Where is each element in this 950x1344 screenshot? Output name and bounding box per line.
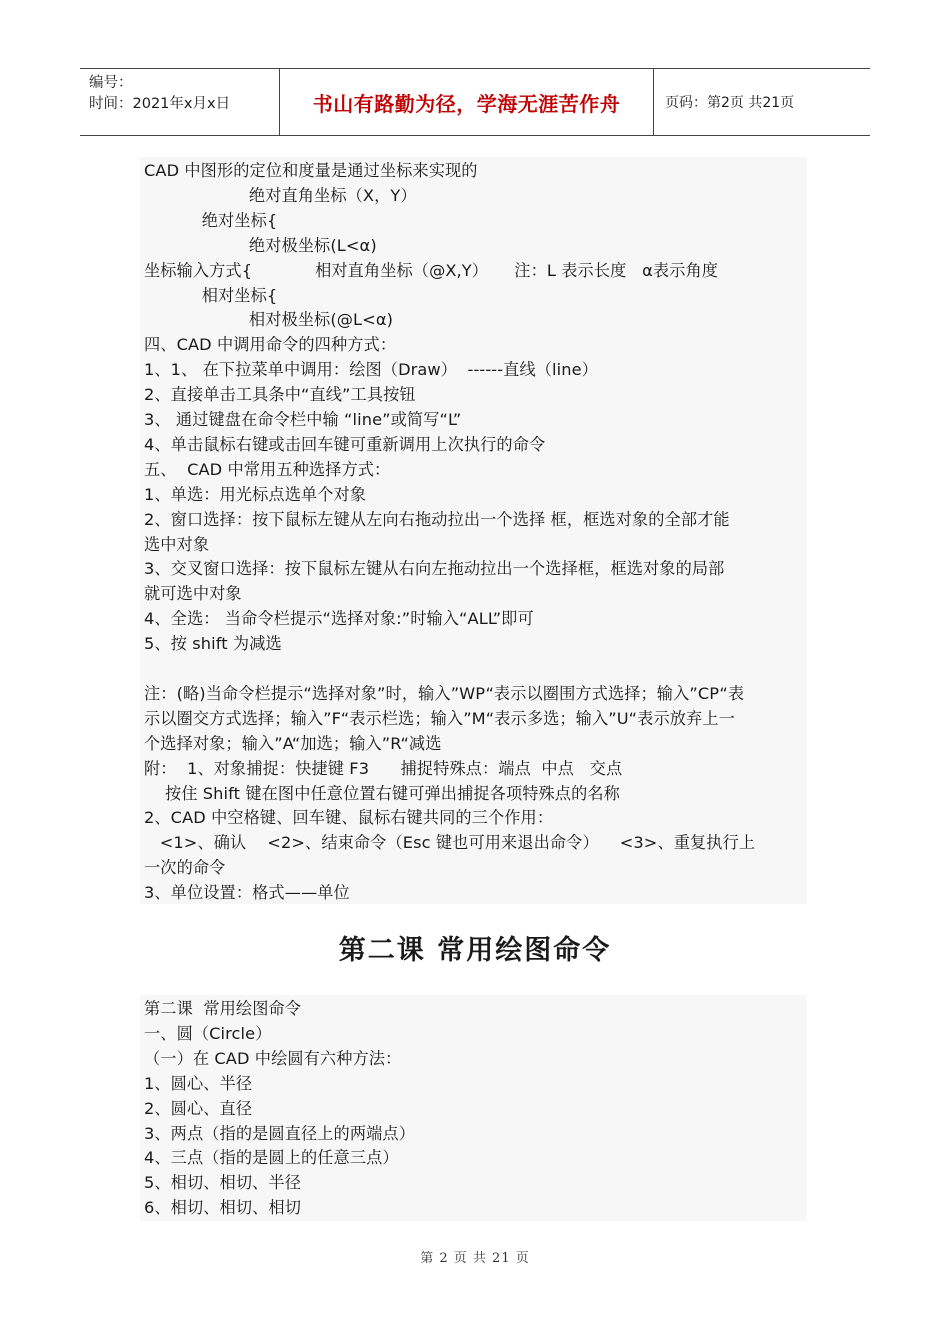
text-line: 一次的命令 [144,858,226,878]
text-line: 1、1、 在下拉菜单中调用：绘图（Draw） ------直线（line） [144,360,598,380]
text-line: 绝对直角坐标（X，Y） [144,185,417,205]
text-line: （一）在 CAD 中绘圆有六种方法： [144,1048,402,1068]
text-line: 五、 CAD 中常用五种选择方式： [144,459,391,479]
text-line: 4、全选： 当命令栏提示“选择对象:”时输入“ALL”即可 [144,609,534,629]
text-line: 示以圈交方式选择；输入”F“表示栏选；输入”M“表示多选；输入”U“表示放弃上一 [144,708,735,728]
lesson-title: 第二课 常用绘图命令 [338,935,612,966]
text-line: 第二课 常用绘图命令 [144,999,302,1018]
text-line: 按住 Shift 键在图中任意位置右键可弹出捕捉各项特殊点的名称 [144,783,620,803]
text-line: 相对极坐标(@L<α) [144,310,394,330]
text-line: 1、圆心、半径 [144,1073,253,1093]
text-line: 选中对象 [144,534,210,554]
text-line: 相对坐标{ [144,285,278,305]
text-line: 一、圆（Circle） [144,1023,272,1043]
text-line: 绝对坐标{ [144,210,278,230]
text-line: 3、交叉窗口选择：按下鼠标左键从右向左拖动拉出一个选择框，框选对象的局部 [144,559,725,579]
header-page-info: 页码：第2页 共21页 [665,95,795,111]
text-line: CAD 中图形的定位和度量是通过坐标来实现的 [144,161,478,180]
header-motto: 书山有路勤为径，学海无涯苦作舟 [280,69,654,135]
text-line: 2、圆心、直径 [144,1098,253,1118]
header-meta-cell [80,69,280,135]
document-number-label: 编号： [89,75,133,91]
text-line: 6、相切、相切、相切 [144,1198,301,1218]
text-line: 就可选中对象 [144,584,242,604]
document-time-label: 时间：2021年x月x日 [89,96,231,112]
text-line: 3、 通过键盘在命令栏中输 “line”或简写“L” [144,410,462,429]
page-footer: 第 2 页 共 21 页 [420,1251,530,1266]
text-line: 2、直接单击工具条中“直线”工具按钮 [144,385,416,405]
text-line: 4、单击鼠标右键或击回车键可重新调用上次执行的命令 [144,434,546,454]
text-line: 绝对极坐标(L<α) [144,235,377,255]
text-line: 3、两点（指的是圆直径上的两端点） [144,1123,415,1143]
text-line: 附： 1、对象捕捉：快捷键 F3 捕捉特殊点：端点 中点 交点 [144,758,623,778]
text-line: 2、窗口选择：按下鼠标左键从左向右拖动拉出一个选择 框，框选对象的全部才能 [144,509,730,529]
text-line: 注：(略)当命令栏提示“选择对象”时，输入”WP“表示以圈围方式选择；输入”CP“表 [144,683,745,703]
text-line: 坐标输入方式{ 相对直角坐标（@X,Y） 注：L 表示长度 α表示角度 [144,260,719,280]
drawing-commands-section [140,995,807,1221]
text-line: 3、单位设置：格式——单位 [144,883,350,903]
text-line: 1、单选：用光标点选单个对象 [144,484,367,504]
coordinates-and-selection-section [140,157,807,904]
text-line: 个选择对象；输入”A“加选；输入”R“减选 [144,733,442,753]
text-line: 2、CAD 中空格键、回车键、鼠标右键共同的三个作用： [144,808,554,828]
text-line: 四、CAD 中调用命令的四种方式： [144,335,397,355]
text-line: 5、按 shift 为减选 [144,634,282,654]
text-line: 4、三点（指的是圆上的任意三点） [144,1148,399,1168]
text-line: 5、相切、相切、半径 [144,1173,301,1193]
page-header [80,68,870,136]
text-line: <1>、确认 <2>、结束命令（Esc 键也可用来退出命令） <3>、重复执行上 [144,833,756,853]
